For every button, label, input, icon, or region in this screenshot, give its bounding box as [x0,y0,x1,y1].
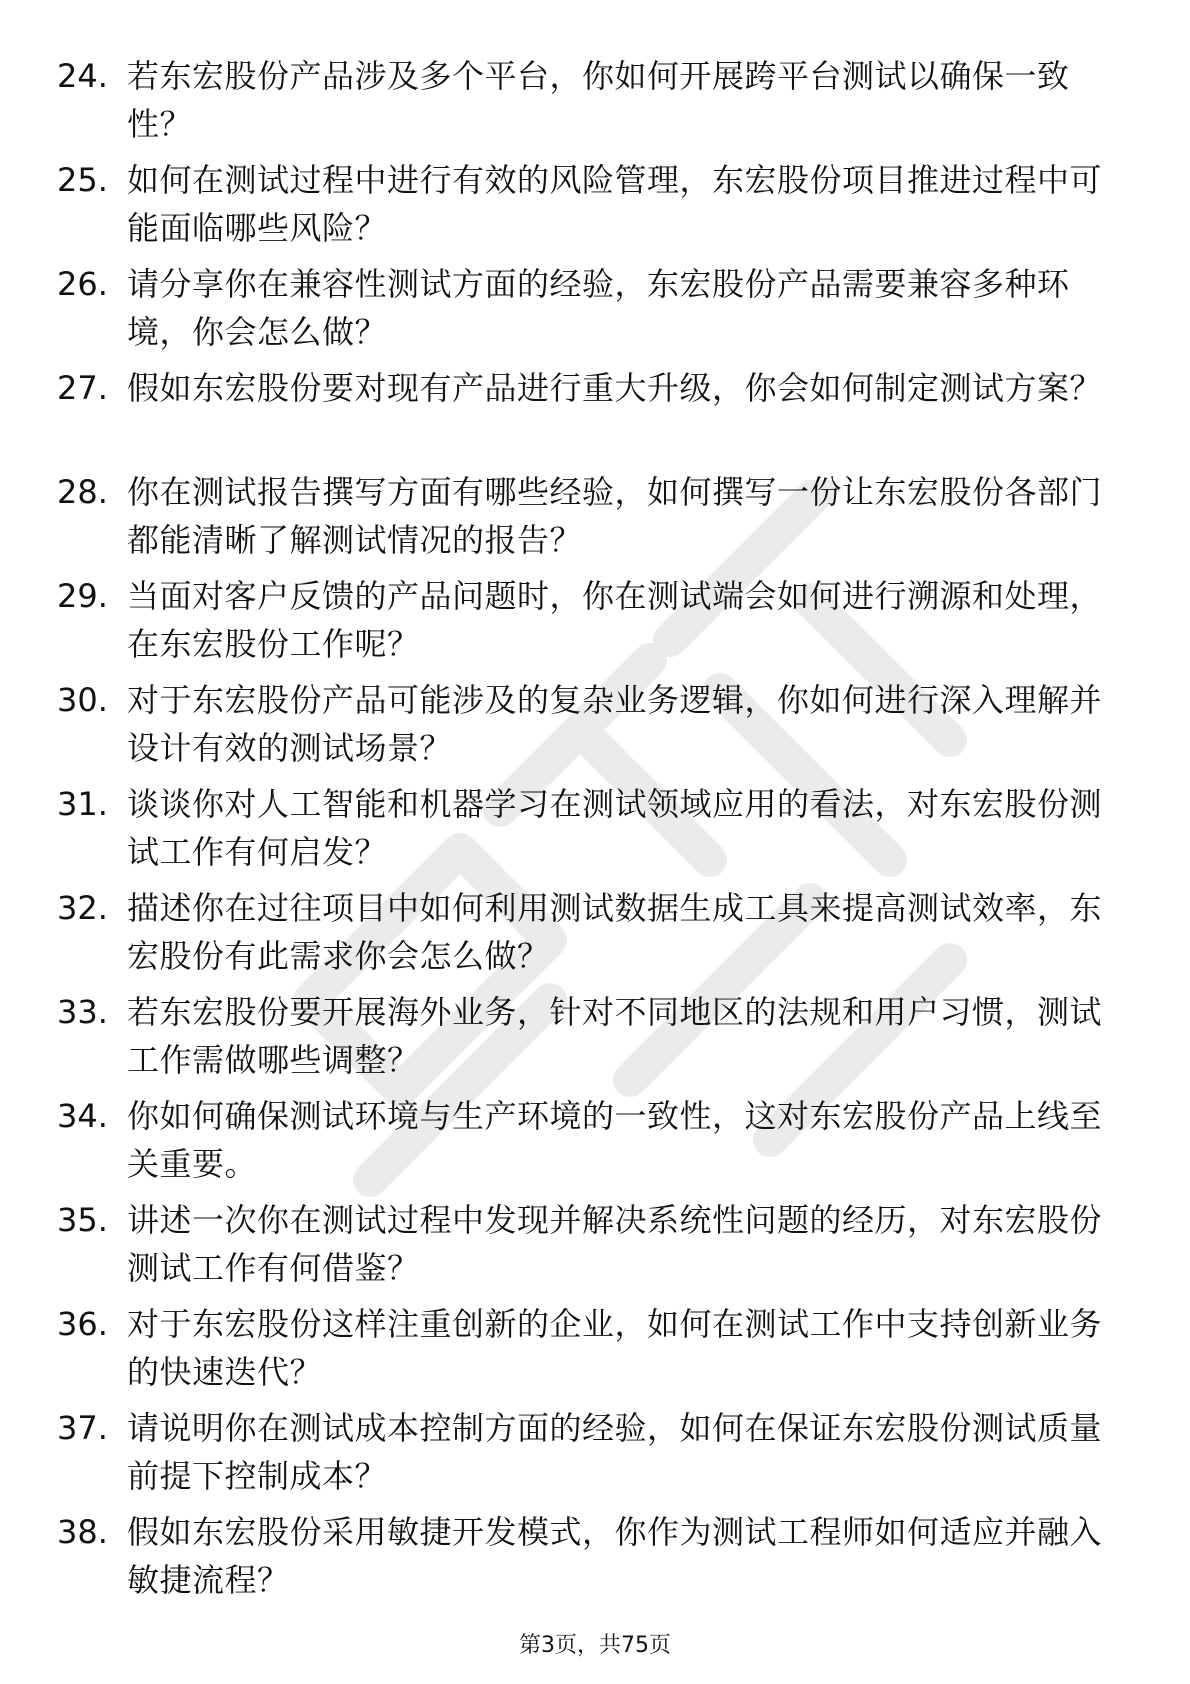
question-item [0,1092,1190,1196]
question-text: 请分享你在兼容性测试方面的经验，东宏股份产品需要兼容多种环境，你会怎么做？ [127,265,1070,351]
question-item [0,260,1190,364]
question-item [0,988,1190,1092]
question-number: 37. [57,1409,108,1447]
question-text: 假如东宏股份要对现有产品进行重大升级，你会如何制定测试方案？ [127,369,1103,407]
question-item [0,1404,1190,1508]
question-text: 请说明你在测试成本控制方面的经验，如何在保证东宏股份测试质量前提下控制成本？ [127,1409,1103,1495]
question-text: 若东宏股份产品涉及多个平台，你如何开展跨平台测试以确保一致性？ [127,57,1070,143]
question-text: 若东宏股份要开展海外业务，针对不同地区的法规和用户习惯，测试工作需做哪些调整？ [127,993,1103,1079]
question-text: 对于东宏股份产品可能涉及的复杂业务逻辑，你如何进行深入理解并设计有效的测试场景？ [127,681,1103,767]
question-item [0,468,1190,572]
question-number: 28. [57,473,108,511]
question-number: 26. [57,265,108,303]
question-number: 31. [57,785,108,823]
question-item [0,1508,1190,1612]
question-number: 24. [57,57,108,95]
question-text: 当面对客户反馈的产品问题时，你在测试端会如何进行溯源和处理，在东宏股份工作呢？ [127,577,1103,663]
question-number: 36. [57,1305,108,1343]
question-item [0,1300,1190,1404]
question-number: 27. [57,369,108,407]
question-number: 32. [57,889,108,927]
question-text: 假如东宏股份采用敏捷开发模式，你作为测试工程师如何适应并融入敏捷流程？ [127,1513,1103,1599]
question-text: 描述你在过往项目中如何利用测试数据生成工具来提高测试效率，东宏股份有此需求你会怎么做？ [127,889,1103,975]
question-item [0,1196,1190,1300]
question-text: 对于东宏股份这样注重创新的企业，如何在测试工作中支持创新业务的快速迭代？ [127,1305,1103,1391]
question-number: 34. [57,1097,108,1135]
question-text: 如何在测试过程中进行有效的风险管理，东宏股份项目推进过程中可能面临哪些风险？ [127,161,1103,247]
question-number: 29. [57,577,108,615]
question-number: 33. [57,993,108,1031]
question-item [0,884,1190,988]
question-text: 你如何确保测试环境与生产环境的一致性，这对东宏股份产品上线至关重要。 [127,1097,1103,1183]
question-text: 讲述一次你在测试过程中发现并解决系统性问题的经历，对东宏股份测试工作有何借鉴？ [127,1201,1103,1287]
question-number: 30. [57,681,108,719]
question-number: 25. [57,161,108,199]
question-item [0,364,1190,468]
question-item [0,676,1190,780]
question-item [0,52,1190,156]
question-text: 你在测试报告撰写方面有哪些经验，如何撰写一份让东宏股份各部门都能清晰了解测试情况的报告？ [127,473,1103,559]
page-number-footer: 第3页，共75页 [519,1633,671,1658]
question-number: 38. [57,1513,108,1551]
question-list [0,52,1190,1612]
question-text: 谈谈你对人工智能和机器学习在测试领域应用的看法，对东宏股份测试工作有何启发？ [127,785,1103,871]
question-item [0,572,1190,676]
question-item [0,780,1190,884]
question-item [0,156,1190,260]
question-number: 35. [57,1201,108,1239]
